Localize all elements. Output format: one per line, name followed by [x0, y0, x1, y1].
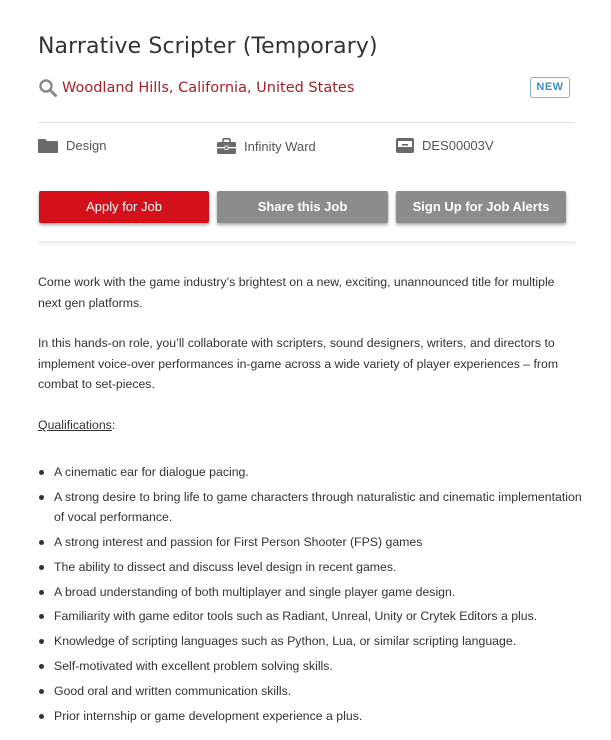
- list-item: A cinematic ear for dialogue pacing.: [38, 462, 583, 483]
- qualifications-label: Qualifications: [38, 418, 112, 432]
- search-icon: [38, 78, 58, 98]
- list-item: A strong desire to bring life to game characters through naturalistic and cinematic implementation of vocal performance.: [38, 487, 583, 528]
- job-alerts-button[interactable]: Sign Up for Job Alerts: [396, 191, 566, 223]
- list-item: Prior internship or game development experience a plus.: [38, 706, 583, 727]
- new-badge: NEW: [530, 77, 570, 98]
- role-paragraph: In this hands-on role, you’ll collaborate with scripters, sound designers, writers, and directors to implement voice-over performances in-game across a wide variety of player experiences – from combat to set-pieces.: [38, 336, 559, 391]
- list-item: Familiarity with game editor tools such as Radiant, Unreal, Unity or Crytek Editors a plus.: [38, 606, 583, 627]
- job-title: Narrative Scripter (Temporary): [38, 34, 378, 59]
- list-item: Good oral and written communication skills.: [38, 681, 583, 702]
- qualifications-colon: :: [111, 418, 116, 432]
- header-divider: [38, 122, 575, 123]
- job-location: [38, 78, 354, 98]
- studio-label: Infinity Ward: [244, 138, 316, 154]
- briefcase-icon: [217, 138, 236, 154]
- share-job-button[interactable]: Share this Job: [217, 191, 388, 223]
- list-item: Knowledge of scripting languages such as Python, Lua, or similar scripting language.: [38, 631, 583, 652]
- intro-paragraph: Come work with the game industry’s brightest on a new, exciting, unannounced title for multiple next gen platforms.: [38, 275, 555, 310]
- qualifications-heading: [38, 418, 115, 432]
- job-category: [38, 138, 106, 153]
- list-item: Self-motivated with excellent problem solving skills.: [38, 656, 583, 677]
- job-req-id: [396, 138, 494, 153]
- category-label: Design: [66, 138, 107, 153]
- actions-divider: [38, 241, 575, 247]
- folder-icon: [38, 138, 58, 153]
- list-item: A strong interest and passion for First Person Shooter (FPS) games: [38, 532, 583, 553]
- list-item: The ability to dissect and discuss level design in recent games.: [38, 557, 583, 578]
- location-text: Woodland Hills, California, United States: [62, 80, 355, 96]
- apply-for-job-button[interactable]: Apply for Job: [39, 191, 209, 223]
- req-id-label: DES00003V: [422, 138, 494, 153]
- job-studio: [217, 138, 316, 154]
- qualifications-list: [38, 462, 583, 730]
- inbox-tray-icon: [396, 138, 414, 153]
- list-item: A broad understanding of both multiplayer and single player game design.: [38, 582, 583, 603]
